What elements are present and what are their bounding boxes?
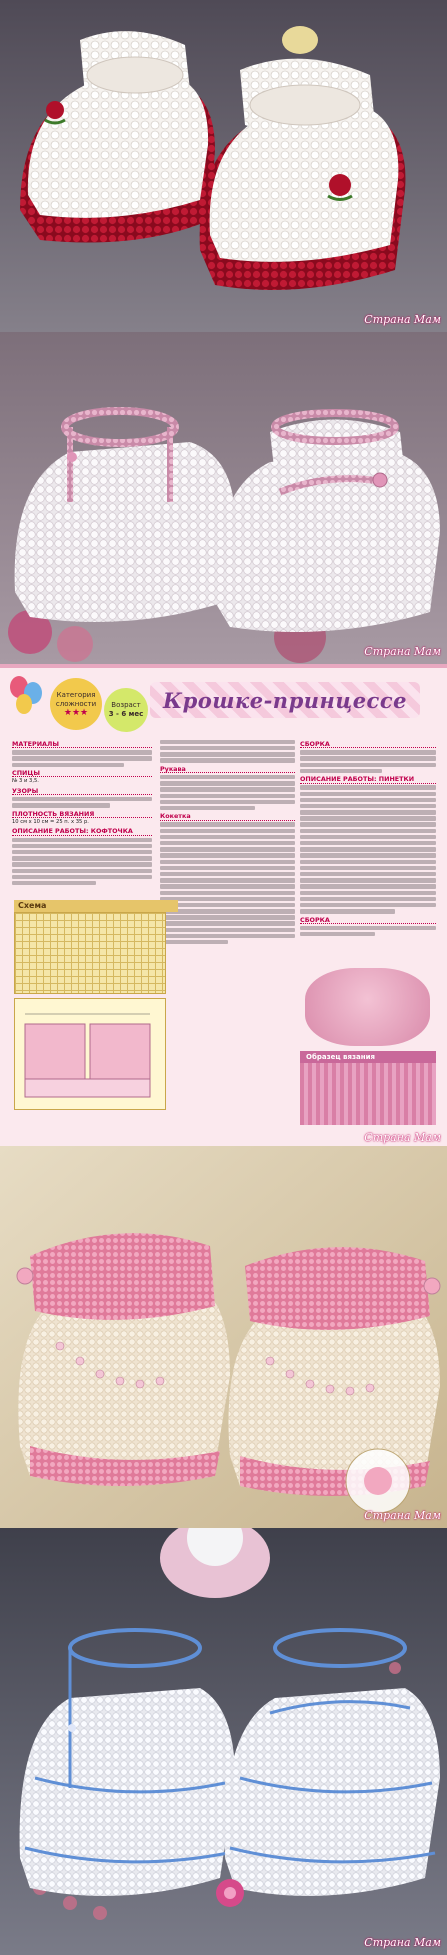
age-badge: Возраст 3 - 6 мес [104, 688, 148, 732]
section-sleeves: Рукава [160, 766, 295, 773]
difficulty-stars-icon: ★★★ [63, 707, 89, 718]
needles-text: № 3 и 3,5. [12, 778, 39, 785]
section-materials: МАТЕРИАЛЫ [12, 741, 152, 748]
booties-illustration-5 [0, 1528, 447, 1955]
section-assembly: СБОРКА [300, 741, 436, 748]
photo-pink-beaded-booties [0, 1146, 447, 1528]
column-body [160, 738, 295, 944]
sample-title: Образец вязания [300, 1051, 436, 1063]
right-bootie [228, 1247, 440, 1496]
pattern-diagram-shapes [15, 999, 165, 1109]
watermark: Страна Мам [364, 313, 441, 326]
watermark: Страна Мам [364, 1509, 441, 1522]
watermark: Страна Мам [364, 645, 441, 658]
magazine-pattern-page [0, 664, 447, 1150]
stitch-chart [14, 912, 166, 994]
section-assembly-2: СБОРКА [300, 917, 436, 924]
photo-blue-white-booties [0, 1528, 447, 1955]
happy-baby-logo [346, 1449, 410, 1513]
scheme-title: Схема [14, 900, 178, 912]
gauge-text: 10 см х 10 см = 25 п. х 35 р. [12, 818, 89, 825]
section-description: ОПИСАНИЕ РАБОТЫ: КОФТОЧКА [12, 828, 152, 835]
watermark: Страна Мам [364, 1131, 441, 1144]
section-collar: Кокетка [160, 813, 295, 820]
booties-illustration-4 [0, 1146, 447, 1528]
knit-sample-swatch [300, 1063, 436, 1125]
watermark: Страна Мам [364, 1936, 441, 1949]
photo-pink-white-booties [0, 332, 447, 664]
section-needles: СПИЦЫ [12, 770, 152, 777]
photo-red-white-booties [0, 0, 447, 332]
pink-flower-decoration [216, 1879, 244, 1907]
magazine-title: Крошке-принцессе [150, 682, 420, 718]
column-materials [12, 738, 152, 885]
section-booties: ОПИСАНИЕ РАБОТЫ: ПИНЕТКИ [300, 776, 436, 783]
booties-illustration-1 [0, 0, 447, 332]
pattern-diagram [14, 998, 166, 1110]
section-gauge: ПЛОТНОСТЬ ВЯЗАНИЯ [12, 811, 152, 818]
booties-illustration-2 [0, 332, 447, 664]
balloons-icon [6, 676, 46, 726]
pink-bootie-photo [305, 968, 430, 1046]
column-booties [300, 738, 436, 936]
difficulty-badge: Категория сложности ★★★ [50, 678, 102, 730]
section-patterns: УЗОРЫ [12, 788, 152, 795]
left-bootie [17, 1233, 230, 1486]
